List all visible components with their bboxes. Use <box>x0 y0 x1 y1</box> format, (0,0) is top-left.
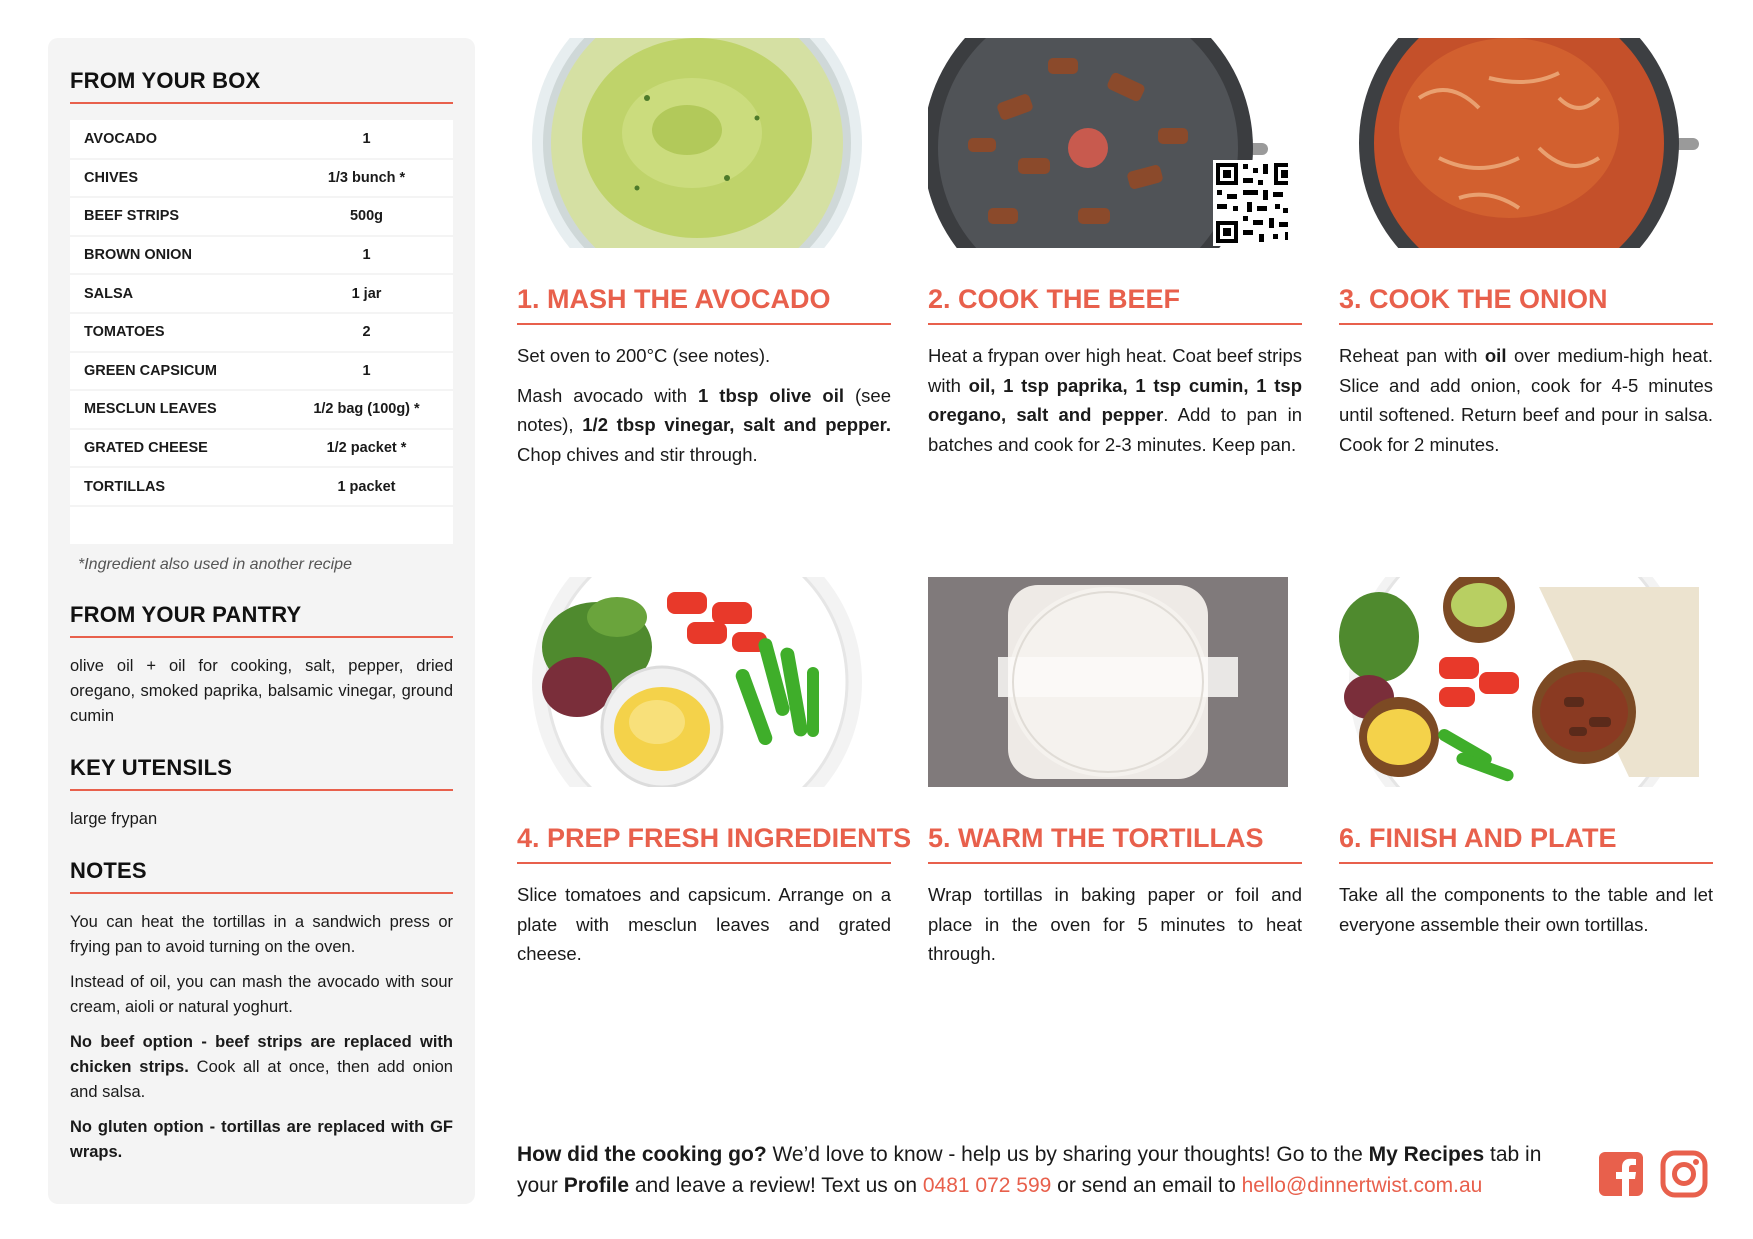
ingredient-qty: 500g <box>290 197 453 236</box>
pantry-text: olive oil + oil for cooking, salt, pepper, dried oregano, smoked paprika, balsamic vinegar, ground cumin <box>70 656 453 725</box>
ingredient-row <box>70 159 453 198</box>
step-6-text: Take all the components to the table and let everyone assemble their own tortillas. <box>1339 884 1713 935</box>
step-2-text-b: oil, 1 tsp paprika, 1 tsp cumin, 1 tsp oregano, salt and pepper <box>928 374 1302 425</box>
ingredient-row <box>70 467 453 506</box>
step-2-image <box>928 38 1288 248</box>
step-6 <box>1339 577 1713 939</box>
ingredients-table <box>70 120 453 544</box>
ingredient-row <box>70 197 453 236</box>
ingredient-name: MESCLUN LEAVES <box>70 390 290 429</box>
ingredient-qty: 1 <box>290 352 453 391</box>
step-4-image <box>517 577 877 787</box>
ingredients-panel <box>48 38 475 1204</box>
ingredient-row <box>70 390 453 429</box>
note-4-bold: No gluten option - tortillas are replaced with GF wraps. <box>70 1117 453 1161</box>
step-3-title: 3. COOK THE ONION <box>1339 284 1713 325</box>
ingredient-qty: 1 jar <box>290 274 453 313</box>
ingredient-footnote: *Ingredient also used in another recipe <box>78 555 352 573</box>
ingredient-qty: 1/3 bunch * <box>290 159 453 198</box>
step-1-para-2 <box>517 381 891 470</box>
step-1-text-c: (see notes), <box>517 384 891 435</box>
note-2: Instead of oil, you can mash the avocado with sour cream, aioli or natural yoghurt. <box>70 972 453 1016</box>
note-1: You can heat the tortillas in a sandwich press or frying pan to avoid turning on the oven. <box>70 912 453 956</box>
box-title: FROM YOUR BOX <box>70 68 453 104</box>
step-5-text: Wrap tortillas in baking paper or foil and place in the oven for 5 minutes to heat through. <box>928 884 1302 964</box>
ingredient-row <box>70 274 453 313</box>
ingredient-name: BROWN ONION <box>70 236 290 275</box>
step-2 <box>928 38 1302 469</box>
step-1-text <box>517 341 891 469</box>
step-1-text-d: 1/2 tbsp vinegar, salt and pepper. <box>582 414 891 435</box>
step-3 <box>1339 38 1713 469</box>
step-3-text-b: oil <box>1484 345 1507 366</box>
facebook-icon[interactable] <box>1597 1150 1645 1198</box>
pantry-title: FROM YOUR PANTRY <box>70 602 453 638</box>
ingredient-row <box>70 352 453 391</box>
step-2-text-a: Heat a frypan over high heat. Coat beef strips with <box>928 345 1302 396</box>
ingredient-qty: 1/2 packet * <box>290 429 453 468</box>
ingredient-qty: 1/2 bag (100g) * <box>290 390 453 429</box>
step-3-image <box>1339 38 1699 248</box>
qr-code-icon[interactable] <box>1213 160 1288 246</box>
ingredient-name: SALSA <box>70 274 290 313</box>
utensils-text: large frypan <box>70 809 158 828</box>
ingredient-name: TOMATOES <box>70 313 290 352</box>
note-4 <box>70 1115 453 1165</box>
step-2-title: 2. COOK THE BEEF <box>928 284 1302 325</box>
ingredient-name: CHIVES <box>70 159 290 198</box>
step-5-title: 5. WARM THE TORTILLAS <box>928 823 1302 864</box>
notes-title: NOTES <box>70 858 453 894</box>
step-2-text <box>928 341 1302 459</box>
ingredient-name: TORTILLAS <box>70 467 290 506</box>
onion-salsa-pan-image <box>1339 38 1699 248</box>
instagram-icon[interactable] <box>1660 1150 1708 1198</box>
step-1-text-e: Chop chives and stir through. <box>517 443 758 465</box>
step-2-para <box>928 341 1302 459</box>
table-spacer-row <box>70 506 453 544</box>
profile-label: Profile <box>563 1174 630 1197</box>
step-6-image <box>1339 577 1699 787</box>
footer-text-4: or send an email to <box>1051 1174 1242 1197</box>
step-1 <box>517 38 891 479</box>
utensils-title: KEY UTENSILS <box>70 755 453 791</box>
step-3-text-a: Reheat pan with <box>1339 345 1485 366</box>
ingredient-qty: 1 packet <box>290 467 453 506</box>
ingredient-name: BEEF STRIPS <box>70 197 290 236</box>
note-3-rest: Cook all at once, then add onion and salsa. <box>70 1057 453 1101</box>
step-6-title: 6. FINISH AND PLATE <box>1339 823 1713 864</box>
step-2-text-c: . Add to pan in batches and cook for 2-3 minutes. Keep pan. <box>928 404 1302 455</box>
ingredient-qty: 1 <box>290 120 453 159</box>
ingredient-qty: 2 <box>290 313 453 352</box>
ingredient-row <box>70 120 453 159</box>
ingredient-row <box>70 429 453 468</box>
step-3-text <box>1339 341 1713 459</box>
mashed-avocado-image <box>517 38 877 248</box>
fresh-ingredients-plate-image <box>517 577 877 787</box>
step-5-image <box>928 577 1288 787</box>
step-4-text: Slice tomatoes and capsicum. Arrange on a plate with mesclun leaves and grated cheese. <box>517 884 891 964</box>
email-link[interactable]: hello@dinnertwist.com.au <box>1241 1174 1483 1197</box>
note-3 <box>70 1030 453 1105</box>
step-3-text-c: over medium-high heat. Slice and add onion, cook for 4-5 minutes until softened. Return beef and pour in salsa. Cook for 2 minutes. <box>1339 345 1713 455</box>
step-1-text-b: 1 tbsp olive oil <box>698 384 845 406</box>
ingredient-name: GRATED CHEESE <box>70 429 290 468</box>
ingredient-row <box>70 236 453 275</box>
step-1-text-a: Mash avocado with <box>517 384 699 406</box>
footer-text-1: We’d love to know - help us by sharing your thoughts! Go to the <box>766 1143 1369 1166</box>
step-4 <box>517 577 912 969</box>
footer-text-2: tab in your <box>517 1143 1542 1197</box>
footer-text-3: and leave a review! Text us on <box>629 1174 923 1197</box>
ingredient-name: AVOCADO <box>70 120 290 159</box>
my-recipes-label: My Recipes <box>1368 1143 1485 1166</box>
finished-plate-image <box>1339 577 1699 787</box>
ingredient-qty: 1 <box>290 236 453 275</box>
feedback-footer <box>517 1139 1577 1201</box>
wrapped-tortillas-image <box>928 577 1288 787</box>
ingredient-name: GREEN CAPSICUM <box>70 352 290 391</box>
step-1-title: 1. MASH THE AVOCADO <box>517 284 891 325</box>
step-1-image <box>517 38 877 248</box>
step-3-para <box>1339 341 1713 459</box>
step-1-para-1: Set oven to 200°C (see notes). <box>517 345 771 366</box>
step-5 <box>928 577 1302 969</box>
ingredient-row <box>70 313 453 352</box>
note-3-bold: No beef option - beef strips are replaced with chicken strips. <box>70 1032 453 1076</box>
phone-link[interactable]: 0481 072 599 <box>922 1174 1052 1197</box>
footer-question: How did the cooking go? <box>517 1143 767 1166</box>
step-4-title: 4. PREP FRESH INGREDIENTS <box>517 823 891 864</box>
